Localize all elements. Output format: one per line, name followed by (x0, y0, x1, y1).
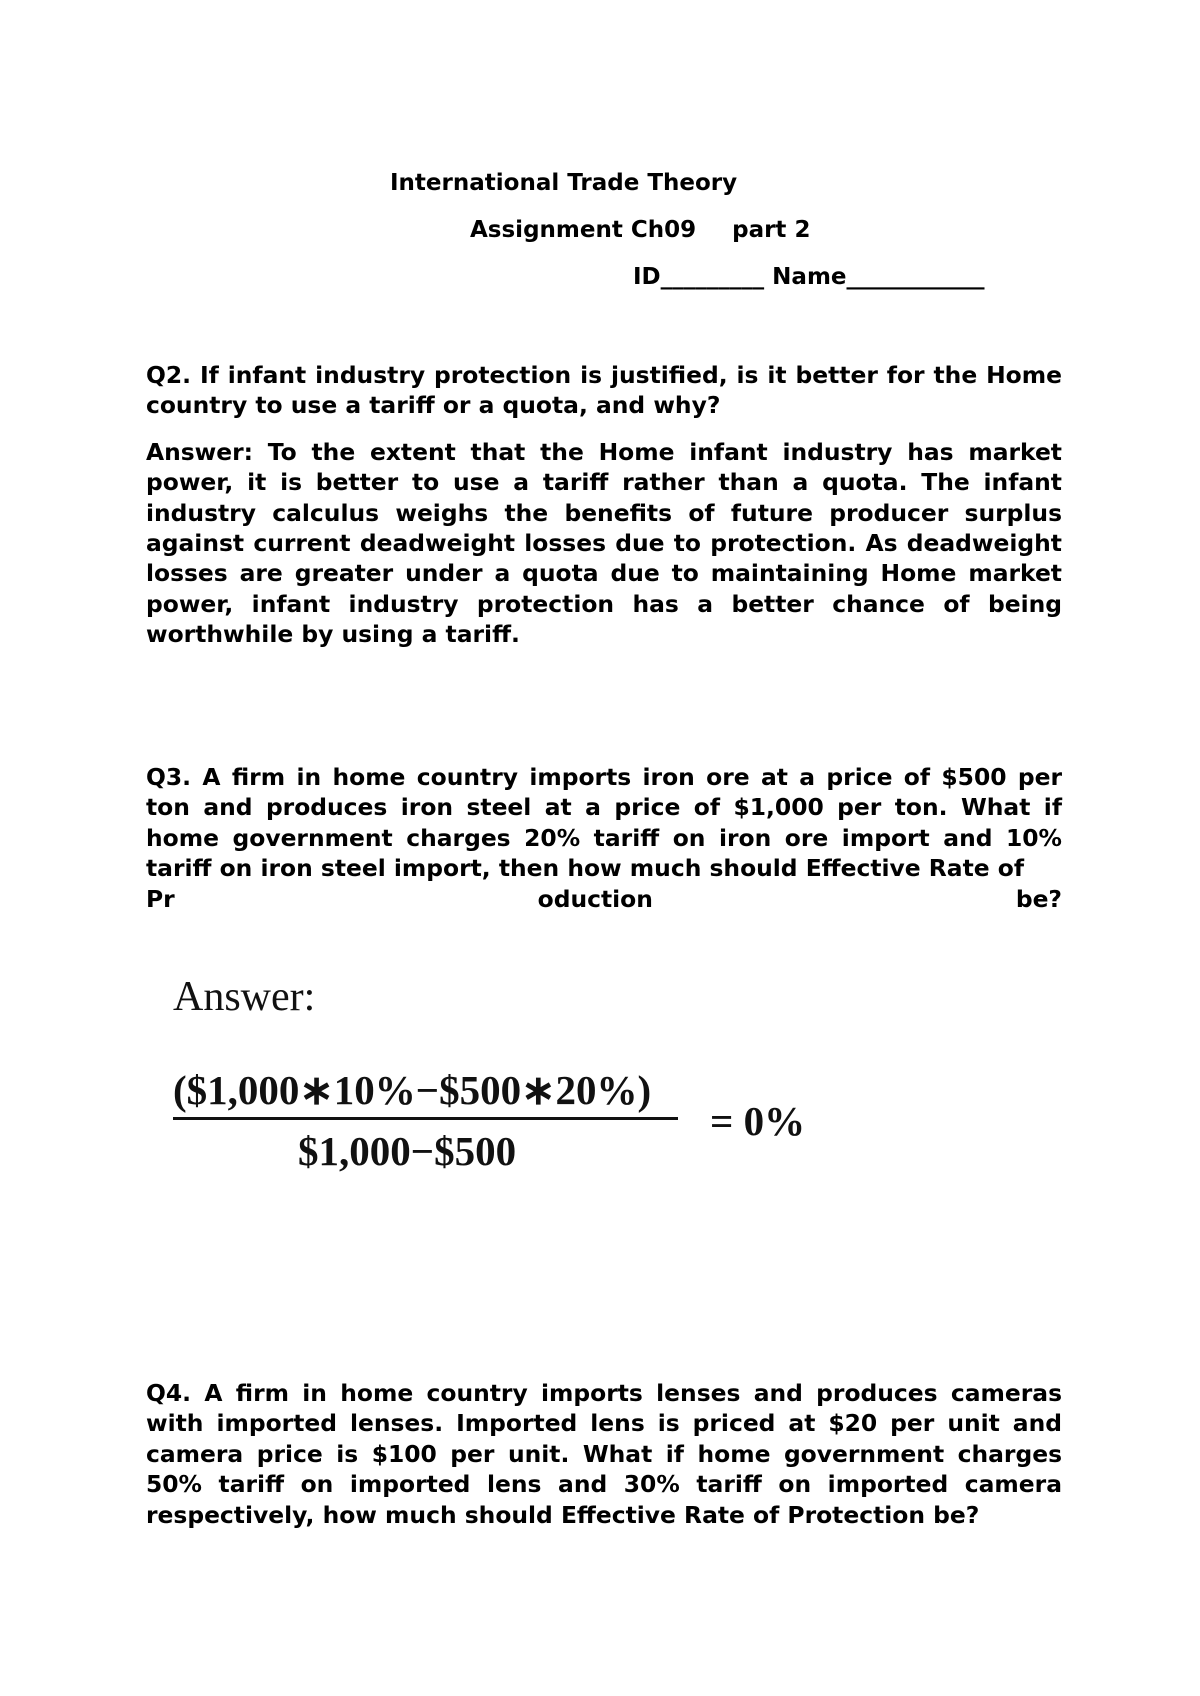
q2-answer: Answer: To the extent that the Home infant industry has market power, it is better to use a tariff rather than a quota. The infant industry calculus weighs the benefits of future producer surplus against current deadweight losses due to protection. As deadweight losses are greater under a quota due to maintaining Home market power, infant industry protection has a better chance of being worthwhile by using a tariff. (146, 437, 1062, 649)
assignment-label: Assignment Ch09 (470, 217, 697, 243)
q3-answer-label: Answer: (173, 974, 316, 1020)
q3-question: Q3. A firm in home country imports iron ore at a price of $500 per ton and produces iron steel at a price of $1,000 per ton. What if home government charges 20% tariff on iron ore import and 10% tariff on iron steel import, then how much should Effective Rate of (146, 763, 1062, 883)
id-blank: _________ (660, 264, 765, 290)
q4-question: Q4. A firm in home country imports lenses and produces cameras with imported lenses. Imported lens is priced at $20 per unit and camera price is $100 per unit. What if home government charges 50% tariff on imported lens and 30% tariff on imported camera respectively, how much should Effective Rate of Protection be? (146, 1379, 1062, 1529)
assignment-part: part 2 (732, 217, 811, 243)
q3-result: = 0% (710, 1098, 806, 1144)
id-label: ID (633, 264, 661, 290)
course-title: International Trade Theory (390, 170, 738, 196)
q2-question: Q2. If infant industry protection is justified, is it better for the Home country to use a tariff or a quota, and why? (146, 361, 1062, 420)
fraction-bar (173, 1117, 678, 1120)
name-blank: ____________ (846, 264, 985, 290)
q3-question-last-line: Pr oduction be? (146, 884, 1062, 913)
q3-block (146, 762, 1062, 914)
q3-numerator: ($1,000∗10%−$500∗20%) (173, 1067, 652, 1113)
q3-denominator: $1,000−$500 (298, 1128, 517, 1174)
q2-block (146, 360, 1062, 650)
assignment-title (470, 217, 810, 243)
id-name-line (633, 264, 985, 290)
q4-block (146, 1378, 1062, 1530)
name-label: Name (772, 264, 847, 290)
